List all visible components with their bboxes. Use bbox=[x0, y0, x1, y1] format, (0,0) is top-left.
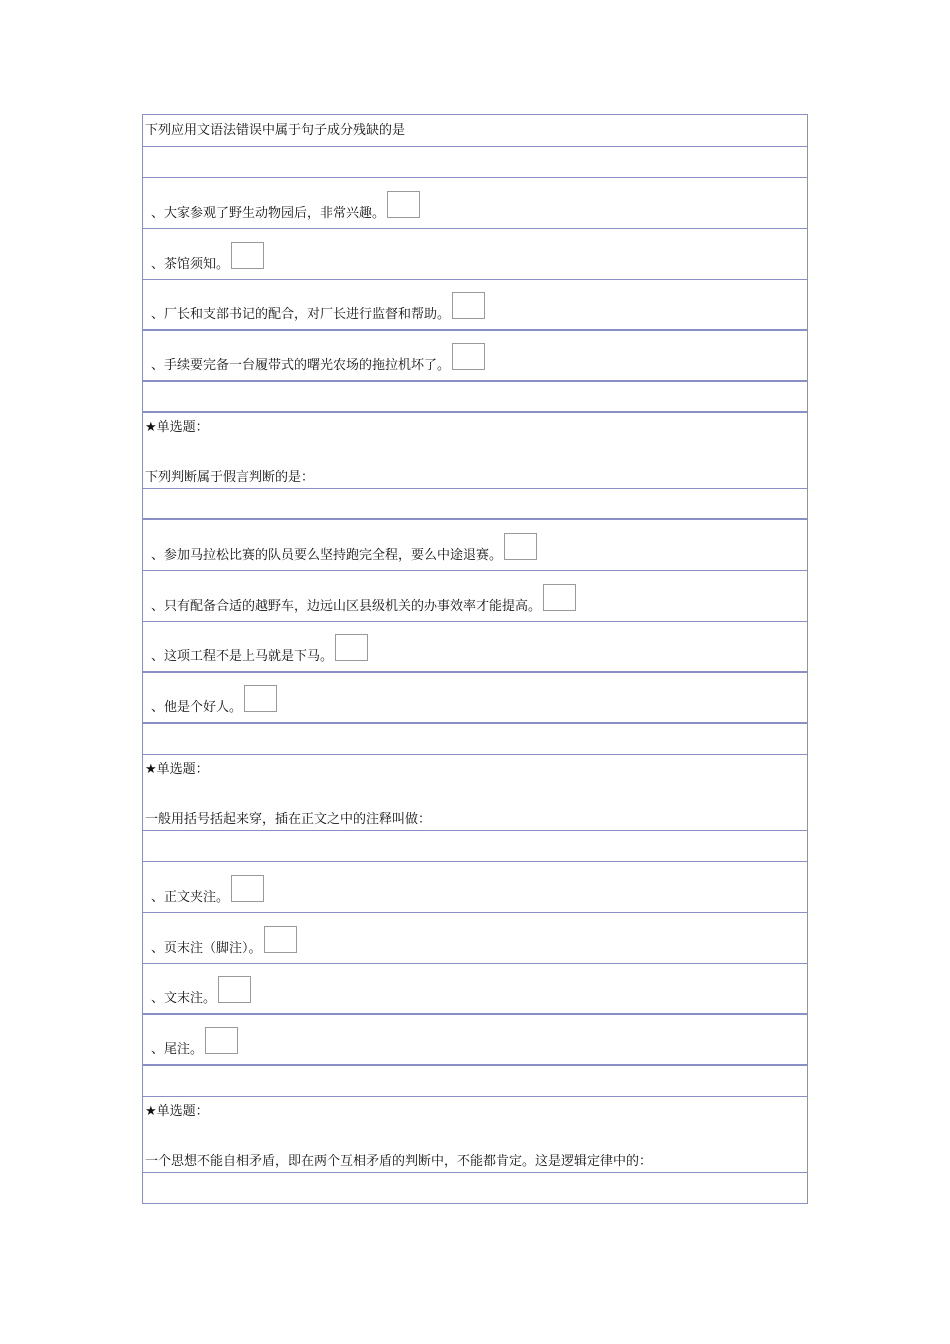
question-prompt-text: 一般用括号括起来穿，插在正文之中的注释叫做： bbox=[145, 812, 432, 827]
question-type-label: ★单选题： bbox=[145, 762, 209, 777]
option-label: 、这项工程不是上马就是下马。 bbox=[151, 649, 334, 664]
question-type-label: ★单选题： bbox=[145, 420, 209, 435]
spacer-row bbox=[143, 147, 807, 178]
answer-checkbox[interactable] bbox=[387, 191, 420, 218]
answer-checkbox[interactable] bbox=[543, 584, 576, 611]
answer-checkbox[interactable] bbox=[264, 926, 297, 953]
spacer-row bbox=[143, 1173, 807, 1204]
option-row[interactable] bbox=[143, 964, 807, 1015]
answer-checkbox[interactable] bbox=[205, 1027, 238, 1054]
option-label: 、茶馆须知。 bbox=[151, 257, 230, 272]
answer-checkbox[interactable] bbox=[231, 875, 264, 902]
option-row[interactable] bbox=[143, 520, 807, 571]
option-row[interactable] bbox=[143, 571, 807, 622]
spacer-row bbox=[143, 1066, 807, 1097]
option-row[interactable] bbox=[143, 178, 807, 229]
option-label: 、文末注。 bbox=[151, 991, 217, 1006]
question-prompt-text: 一个思想不能自相矛盾，即在两个互相矛盾的判断中，不能都肯定。这是逻辑定律中的： bbox=[145, 1154, 653, 1169]
question-block bbox=[143, 413, 807, 489]
spacer-row bbox=[143, 724, 807, 755]
question-prompt-text: 下列应用文语法错误中属于句子成分残缺的是 bbox=[145, 123, 406, 138]
option-row[interactable] bbox=[143, 913, 807, 964]
option-row[interactable] bbox=[143, 280, 807, 331]
question-type-label: ★单选题： bbox=[145, 1104, 209, 1119]
answer-checkbox[interactable] bbox=[452, 343, 485, 370]
option-row[interactable] bbox=[143, 229, 807, 280]
answer-checkbox[interactable] bbox=[504, 533, 537, 560]
question-prompt-text: 下列判断属于假言判断的是： bbox=[145, 470, 315, 485]
spacer-row bbox=[143, 489, 807, 520]
option-row[interactable] bbox=[143, 673, 807, 724]
option-label: 、正文夹注。 bbox=[151, 890, 230, 905]
option-row[interactable] bbox=[143, 622, 807, 673]
option-label: 、只有配备合适的越野车，边远山区县级机关的办事效率才能提高。 bbox=[151, 599, 542, 614]
question-block bbox=[143, 755, 807, 831]
option-label: 、页末注（脚注）。 bbox=[151, 941, 262, 956]
option-label: 、厂长和支部书记的配合，对厂长进行监督和帮助。 bbox=[151, 307, 451, 322]
answer-checkbox[interactable] bbox=[452, 292, 485, 319]
option-label: 、大家参观了野生动物园后，非常兴趣。 bbox=[151, 206, 386, 221]
question-prompt bbox=[143, 115, 807, 147]
quiz-table bbox=[142, 114, 808, 1204]
answer-checkbox[interactable] bbox=[218, 976, 251, 1003]
option-label: 、手续要完备一台履带式的曙光农场的拖拉机坏了。 bbox=[151, 358, 451, 373]
spacer-row bbox=[143, 831, 807, 862]
option-label: 、尾注。 bbox=[151, 1042, 204, 1057]
spacer-row bbox=[143, 382, 807, 413]
option-row[interactable] bbox=[143, 1015, 807, 1066]
option-label: 、参加马拉松比赛的队员要么坚持跑完全程，要么中途退赛。 bbox=[151, 548, 503, 563]
option-label: 、他是个好人。 bbox=[151, 700, 243, 715]
answer-checkbox[interactable] bbox=[335, 634, 368, 661]
option-row[interactable] bbox=[143, 862, 807, 913]
answer-checkbox[interactable] bbox=[231, 242, 264, 269]
question-block bbox=[143, 1097, 807, 1173]
answer-checkbox[interactable] bbox=[244, 685, 277, 712]
option-row[interactable] bbox=[143, 331, 807, 382]
